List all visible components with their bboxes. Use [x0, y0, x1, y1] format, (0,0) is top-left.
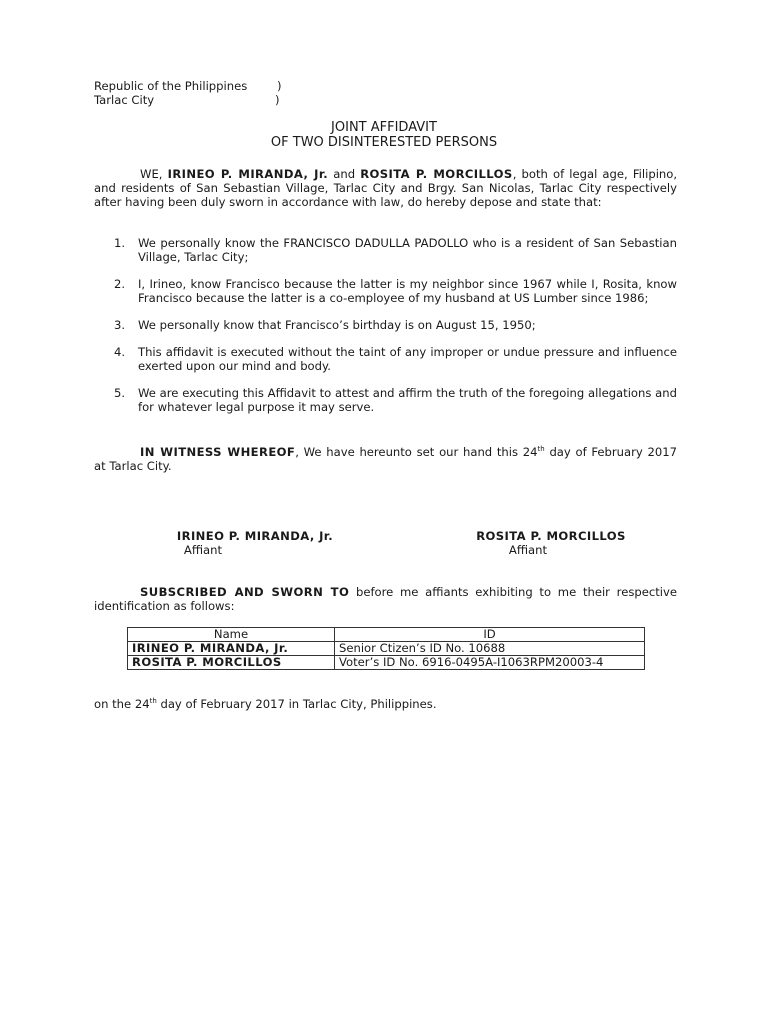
list-item: [94, 277, 677, 305]
witness-text-b: day of February 2017 at Tarlac City.: [94, 445, 677, 473]
closing-line: [94, 697, 437, 711]
intro-rest: , both of legal age, Filipino, and residents of San Sebastian Village, Tarlac City and Brgy. San Nicolas, Tarlac City respectively after having been duly sworn in accordance with law, do hereby depose and state that:: [94, 167, 678, 209]
intro-we: WE,: [140, 167, 163, 181]
identification-table: [127, 627, 645, 670]
intro-affiant-2: ROSITA P. MORCILLOS: [360, 167, 513, 181]
item-number: 5.: [114, 386, 126, 400]
id-value-cell: Voter’s ID No. 6916-0495A-I1063RPM20003-4: [335, 656, 645, 670]
closing-ordinal: th: [149, 697, 157, 706]
item-text: We personally know that Francisco’s birthday is on August 15, 1950;: [138, 318, 536, 332]
witness-paragraph: [94, 445, 677, 473]
intro-paragraph: [94, 167, 677, 209]
item-number: 3.: [114, 318, 126, 332]
signatory-role: Affiant: [508, 543, 548, 557]
item-text: We personally know the FRANCISCO DADULLA PADOLLO who is a resident of San Sebastian Village, Tarlac City;: [138, 236, 677, 264]
title-line-1: JOINT AFFIDAVIT: [331, 120, 437, 135]
item-text: We are executing this Affidavit to attest and affirm the truth of the foregoing allegations and for whatever legal purpose it may serve.: [138, 386, 677, 414]
column-header-name: Name: [128, 628, 335, 642]
id-name-cell: IRINEO P. MIRANDA, Jr.: [128, 642, 335, 656]
item-number: 2.: [114, 277, 126, 291]
sworn-paragraph: [94, 585, 677, 613]
column-header-id: ID: [335, 628, 645, 642]
item-text: This affidavit is executed without the taint of any improper or undue pressure and influence exerted upon our mind and body.: [138, 345, 677, 373]
list-item: [94, 345, 677, 373]
signatory-name: ROSITA P. MORCILLOS: [476, 529, 626, 543]
statement-list: [94, 236, 677, 427]
table-header-row: [128, 628, 645, 642]
item-number: 1.: [114, 236, 126, 250]
id-value-cell: Senior Ctizen’s ID No. 10688: [335, 642, 645, 656]
venue-block: [94, 79, 282, 107]
item-text: I, Irineo, know Francisco because the latter is my neighbor since 1967 while I, Rosita, know Francisco because the latter is a co-employee of my husband at US Lumber since 1986;: [138, 277, 677, 305]
sworn-lead: SUBSCRIBED AND SWORN TO: [140, 585, 350, 599]
list-item: [94, 386, 677, 414]
title-line-2: OF TWO DISINTERESTED PERSONS: [270, 135, 498, 150]
venue-paren: ): [277, 79, 282, 93]
signatory-role: Affiant: [183, 543, 223, 557]
table-row: [128, 656, 645, 670]
closing-text-a: on the 24: [94, 697, 150, 711]
signature-block-2: [441, 529, 661, 557]
sworn-text: before me affiants exhibiting to me their respective identification as follows:: [94, 585, 677, 613]
venue-country: Republic of the Philippines: [94, 79, 248, 93]
venue-paren: ): [275, 93, 280, 107]
witness-text-a: , We have hereunto set our hand this 24: [295, 445, 538, 459]
item-number: 4.: [114, 345, 126, 359]
intro-and: and: [333, 167, 356, 181]
intro-affiant-1: IRINEO P. MIRANDA, Jr.: [167, 167, 329, 181]
signature-block-1: [135, 529, 375, 557]
witness-ordinal: th: [537, 445, 545, 454]
id-name-cell: ROSITA P. MORCILLOS: [128, 656, 335, 670]
witness-lead: IN WITNESS WHEREOF: [140, 445, 296, 459]
signatory-name: IRINEO P. MIRANDA, Jr.: [176, 529, 334, 543]
venue-city: Tarlac City: [94, 93, 155, 107]
list-item: [94, 236, 677, 264]
closing-text-b: day of February 2017 in Tarlac City, Philippines.: [156, 697, 437, 711]
table-row: [128, 642, 645, 656]
list-item: [94, 318, 677, 332]
document-title: [0, 120, 768, 150]
